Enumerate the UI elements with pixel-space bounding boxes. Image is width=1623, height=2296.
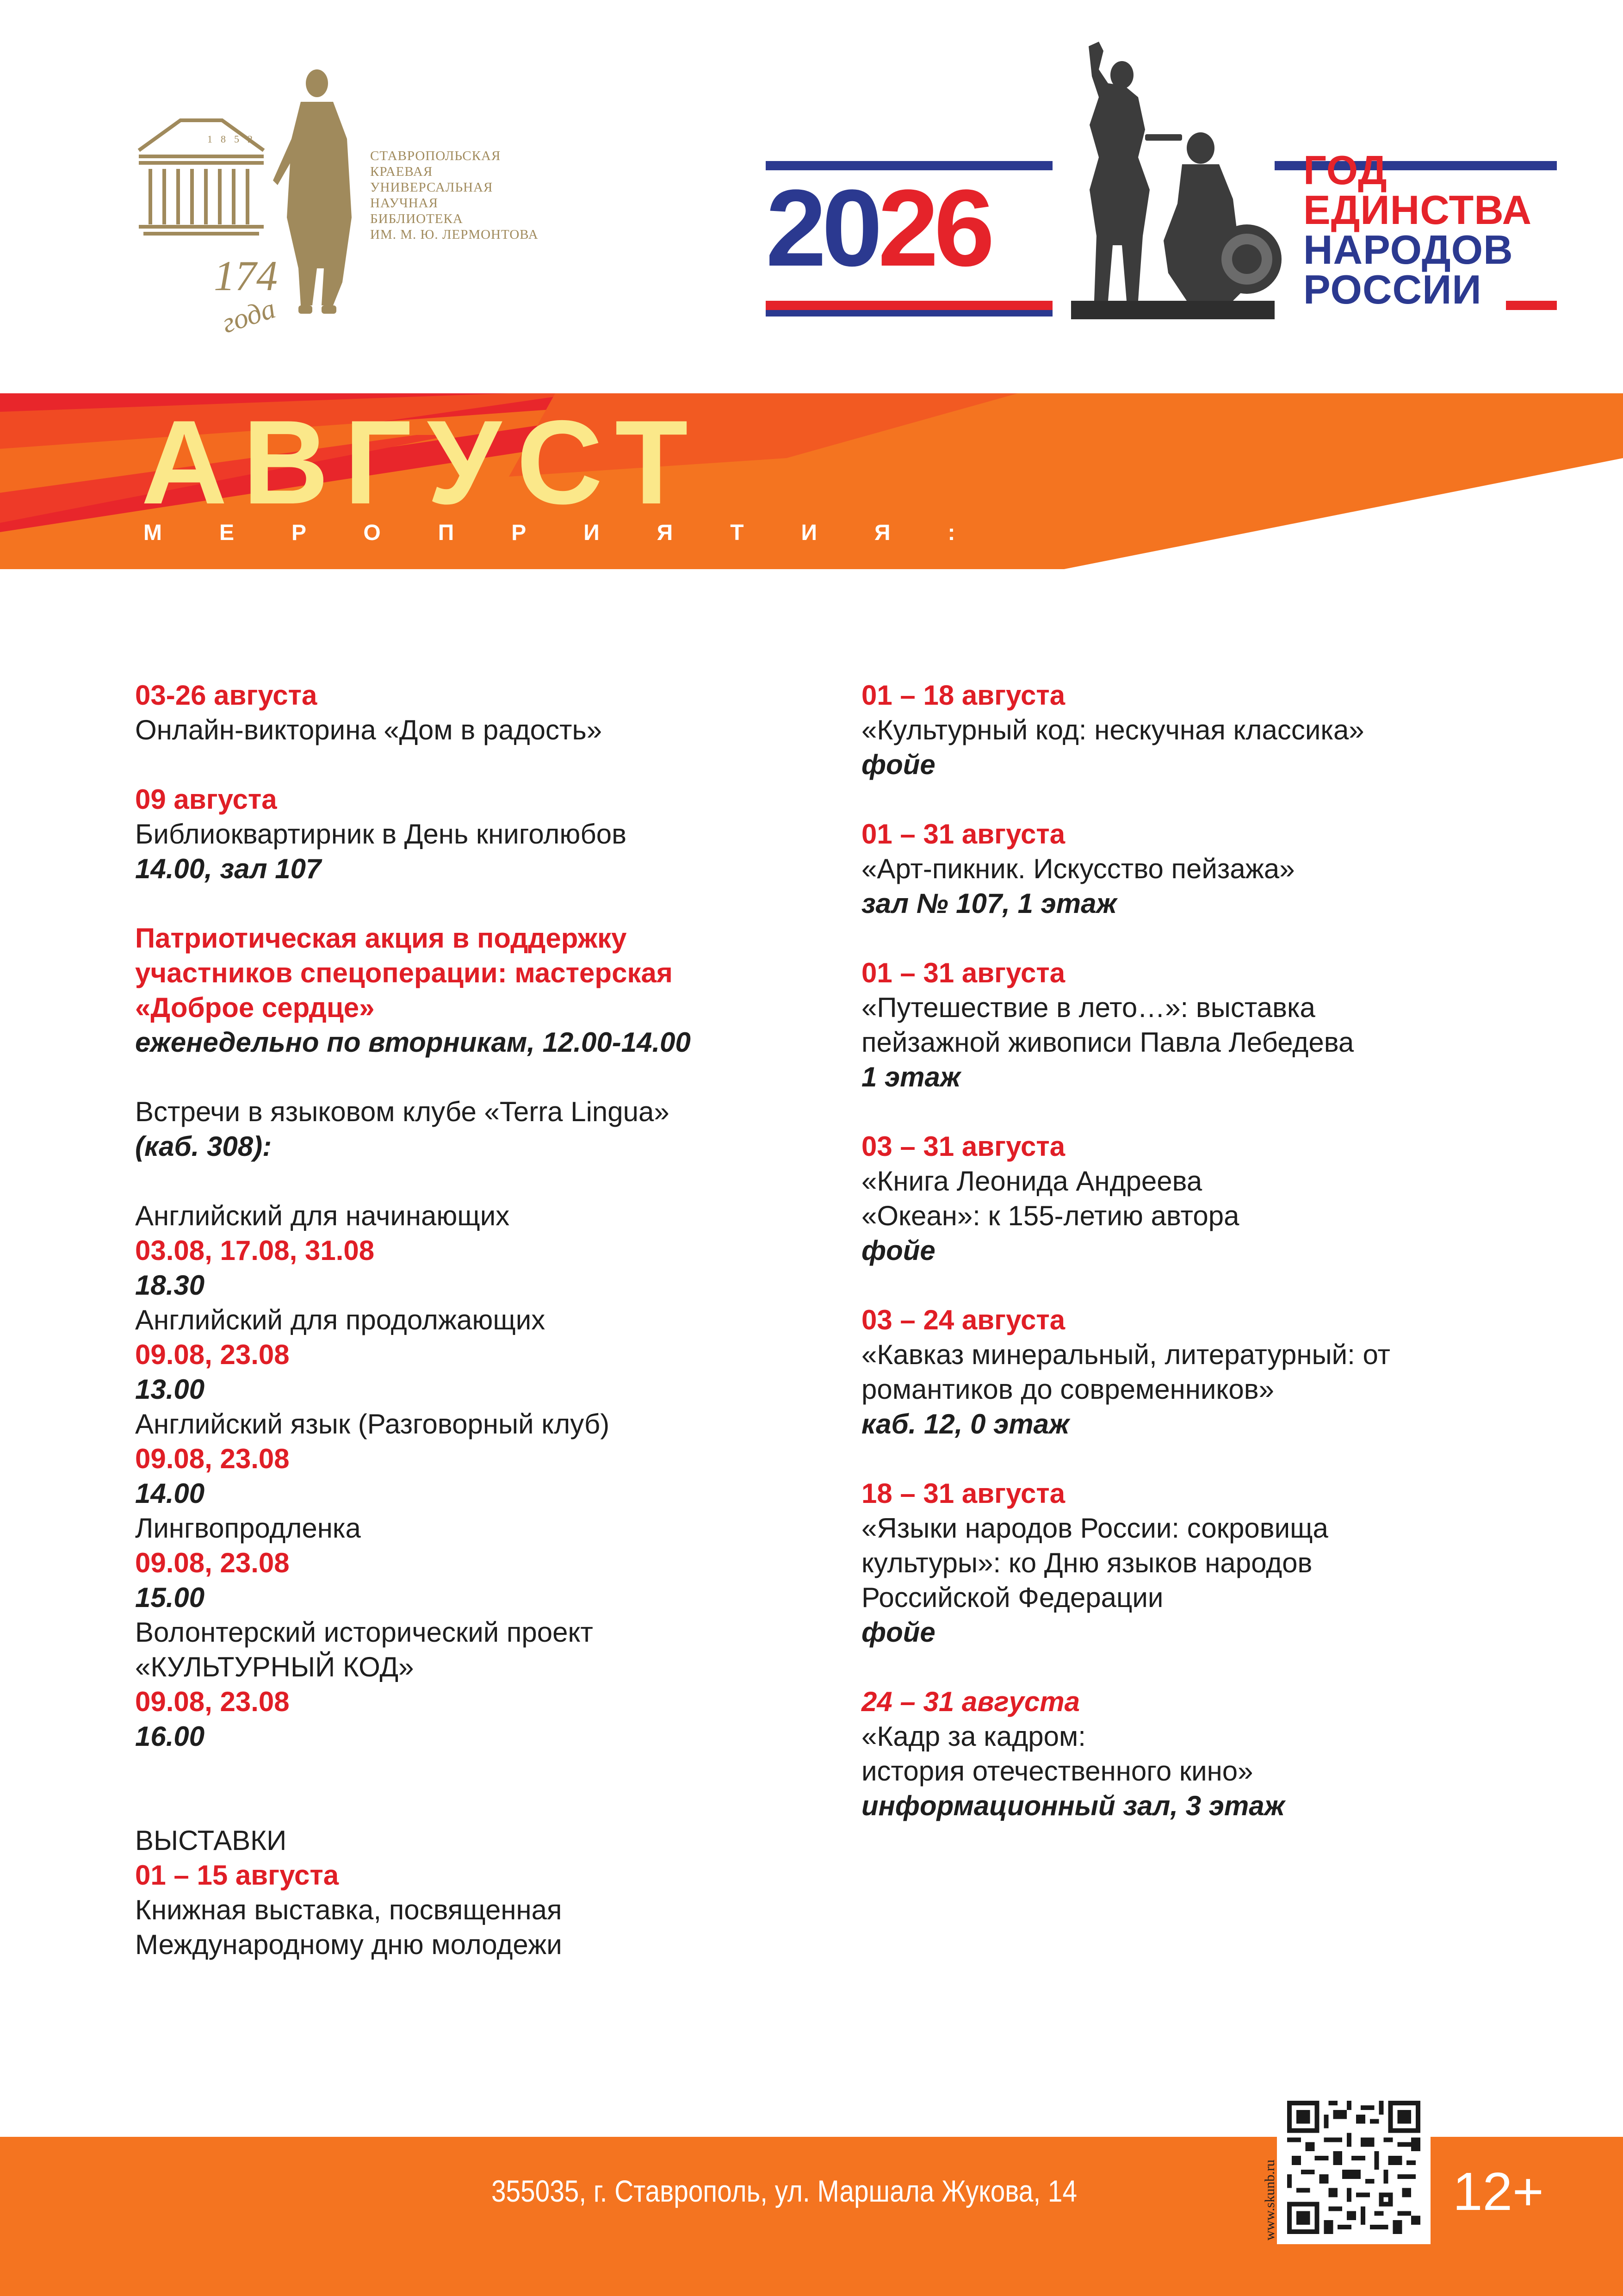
logo-stripe-red <box>766 301 1053 310</box>
club-item-name: Английский язык (Разговорный клуб) <box>135 1409 610 1440</box>
club-item-dates: 09.08, 23.08 <box>135 1547 290 1578</box>
exhibition-title-line: Российской Федерации <box>861 1582 1164 1613</box>
month-title: АВГУСТ <box>141 395 703 529</box>
club-item-name: Лингвопродленка <box>135 1513 361 1544</box>
exhibition-title-line: история отечественного кино» <box>861 1756 1253 1787</box>
event-item <box>135 782 829 886</box>
exhibition-title-line: «Языки народов России: сокровища <box>861 1513 1328 1544</box>
exhibition-date: 03 – 31 августа <box>861 1131 1065 1162</box>
exhibitions-heading: ВЫСТАВКИ <box>135 1825 287 1856</box>
library-name-line: НАУЧНАЯ <box>370 196 438 211</box>
volunteer-project-name: Волонтерский исторический проект <box>135 1617 593 1648</box>
language-club <box>135 1094 829 1164</box>
exhibition-title-line: «Культурный код: нескучная классика» <box>861 714 1364 745</box>
exhibition-place: фойе <box>861 749 935 780</box>
exhibitions-right-column <box>861 678 1602 1823</box>
event-note: 14.00, зал 107 <box>135 853 322 884</box>
website-url[interactable]: www.skunb.ru <box>1262 2159 1277 2240</box>
events-subtitle: МЕРОПРИЯТИЯ: <box>143 521 1013 545</box>
exhibition-title-line: культуры»: ко Дню языков народов <box>861 1547 1313 1578</box>
exhibition-place: 1 этаж <box>861 1061 961 1092</box>
event-item <box>135 921 829 1060</box>
exhibition-place: зал № 107, 1 этаж <box>861 888 1117 919</box>
volunteer-project-dates: 09.08, 23.08 <box>135 1686 290 1717</box>
age-rating-badge: 12+ <box>1453 2161 1544 2222</box>
exhibition-date: 18 – 31 августа <box>861 1478 1065 1509</box>
club-item-time: 15.00 <box>135 1582 205 1613</box>
event-item <box>135 678 829 747</box>
exhibition-title-line: «Океан»: к 155-летию автора <box>861 1200 1239 1231</box>
library-founded-year: 1852 <box>207 133 261 145</box>
library-anniversary-word: года <box>218 292 279 340</box>
exhibition-item <box>861 1684 1602 1823</box>
qr-code[interactable] <box>1277 2091 1431 2244</box>
exhibition-title-line: «Книга Леонида Андреева <box>861 1166 1202 1197</box>
club-title: Встречи в языковом клубе «Terra Lingua» <box>135 1096 669 1127</box>
logo-title-line: ЕДИНСТВА <box>1303 187 1532 233</box>
club-item-dates: 03.08, 17.08, 31.08 <box>135 1235 375 1266</box>
club-item-time: 13.00 <box>135 1374 205 1405</box>
event-title: Библиоквартирник в День книголюбов <box>135 819 627 850</box>
event-title-line: «Доброе сердце» <box>135 992 375 1023</box>
exhibition-title-line: «Путешествие в лето…»: выставка <box>861 992 1315 1023</box>
library-name-line: ИМ. М. Ю. ЛЕРМОНТОВА <box>370 227 539 242</box>
club-item-dates: 09.08, 23.08 <box>135 1339 290 1370</box>
library-name-line: КРАЕВАЯ <box>370 164 433 179</box>
exhibition-title-line: «Кадр за кадром: <box>861 1721 1086 1752</box>
logo-title-line: ГОД <box>1303 147 1388 193</box>
exhibition-item <box>861 1476 1602 1650</box>
club-item-time: 14.00 <box>135 1478 205 1509</box>
event-date: 09 августа <box>135 784 277 815</box>
library-name-line: УНИВЕРСАЛЬНАЯ <box>370 180 493 195</box>
exhibition-item <box>861 817 1602 921</box>
exhibition-item <box>861 1303 1602 1441</box>
logo-title-line: РОССИИ <box>1303 267 1482 312</box>
exhibitions-section <box>135 1823 829 1962</box>
events-left-column <box>135 678 829 1962</box>
club-item-name: Английский для начинающих <box>135 1200 510 1231</box>
library-name-line: БИБЛИОТЕКА <box>370 211 463 226</box>
event-title-line: Патриотическая акция в поддержку <box>135 923 627 954</box>
logo-year-part2: 26 <box>878 167 991 289</box>
exhibition-title-line: пейзажной живописи Павла Лебедева <box>861 1027 1354 1058</box>
library-name <box>370 148 539 242</box>
exhibition-date: 01 – 18 августа <box>861 680 1065 711</box>
event-title: Онлайн-викторина «Дом в радость» <box>135 714 602 745</box>
exhibition-item <box>861 956 1602 1094</box>
year-of-unity-logo <box>766 42 1557 329</box>
exhibition-title-line: «Арт-пикник. Искусство пейзажа» <box>861 853 1295 884</box>
volunteer-project-time: 16.00 <box>135 1721 205 1752</box>
library-anniversary-number: 174 <box>214 252 278 299</box>
exhibition-title-line: Книжная выставка, посвященная <box>135 1894 562 1925</box>
club-item-dates: 09.08, 23.08 <box>135 1443 290 1474</box>
logo-title <box>1303 147 1532 312</box>
exhibition-place: фойе <box>861 1617 935 1648</box>
event-title-line: участников спецоперации: мастерская <box>135 957 673 988</box>
club-schedule <box>135 1198 829 1754</box>
exhibition-title-line: Международному дню молодежи <box>135 1929 562 1960</box>
volunteer-project-name: «КУЛЬТУРНЫЙ КОД» <box>135 1651 414 1682</box>
exhibition-place: фойе <box>861 1235 935 1266</box>
club-room: (каб. 308): <box>135 1131 272 1162</box>
logo-stripe-blue <box>766 310 1053 316</box>
exhibition-title-line: романтиков до современников» <box>861 1374 1274 1405</box>
logo-title-line: НАРОДОВ <box>1303 227 1513 273</box>
club-item-name: Английский для продолжающих <box>135 1304 545 1335</box>
logo-year-part1: 20 <box>766 167 878 289</box>
exhibition-date: 01 – 15 августа <box>135 1860 339 1891</box>
library-name-line: СТАВРОПОЛЬСКАЯ <box>370 149 501 163</box>
event-date: 03-26 августа <box>135 680 317 711</box>
event-note: еженедельно по вторникам, 12.00-14.00 <box>135 1027 691 1058</box>
exhibition-place: каб. 12, 0 этаж <box>861 1409 1070 1440</box>
exhibition-title-line: «Кавказ минеральный, литературный: от <box>861 1339 1391 1370</box>
exhibition-date: 01 – 31 августа <box>861 957 1065 988</box>
exhibition-place: информационный зал, 3 этаж <box>861 1790 1285 1821</box>
minin-pozharsky-monument-icon <box>1034 42 1284 319</box>
club-item-time: 18.30 <box>135 1270 205 1301</box>
exhibition-date: 24 – 31 августа <box>861 1686 1080 1717</box>
exhibition-date: 01 – 31 августа <box>861 819 1065 850</box>
library-logo <box>134 65 551 366</box>
exhibition-item <box>861 1129 1602 1268</box>
exhibition-date: 03 – 24 августа <box>861 1304 1065 1335</box>
logo-year <box>766 167 991 289</box>
exhibition-item <box>861 678 1602 782</box>
qr-code-icon <box>1287 2101 1420 2234</box>
library-address: 355035, г. Ставрополь, ул. Маршала Жукова, 14 <box>491 2174 1078 2208</box>
